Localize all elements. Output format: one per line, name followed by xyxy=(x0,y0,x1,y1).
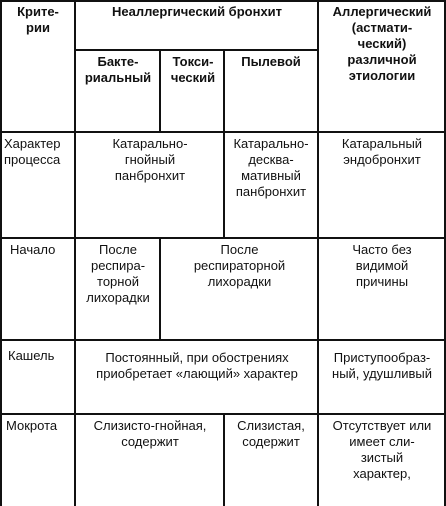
onset-allergic: Часто без видимой причины xyxy=(352,242,412,289)
header-criteria: Крите- рии xyxy=(17,4,59,35)
header-allergic-bronchitis: Аллергический (астмати- ческий) различной этиологии xyxy=(332,4,432,83)
header-dust: Пылевой xyxy=(241,54,301,69)
row-label-sputum: Мокрота xyxy=(6,418,58,433)
sputum-bacterial-toxic: Слизисто-гнойная, содержит xyxy=(93,418,207,449)
header-nonallergic-bronchitis: Неаллергический бронхит xyxy=(111,4,283,19)
sputum-dust: Слизистая, содержит xyxy=(237,418,305,449)
sputum-allergic: Отсутствует или имеет сли- зистый характер, xyxy=(332,418,432,481)
row-label-onset: Начало xyxy=(10,242,56,257)
cough-allergic: Приступообраз- ный, удушливый xyxy=(332,350,432,381)
process-bacterial-toxic: Катарально- гнойный панбронхит xyxy=(112,136,188,183)
cough-nonallergic: Постоянный, при обострениях приобретает «лающий» характер xyxy=(96,350,298,381)
header-toxic: Токси- ческий xyxy=(170,54,216,85)
row-label-process: Характер процесса xyxy=(4,136,61,167)
process-dust: Катарально- десква- мативный панбронхит xyxy=(233,136,309,199)
header-bacterial: Бакте- риальный xyxy=(84,54,152,85)
onset-toxic-dust: После респираторной лихорадки xyxy=(193,242,286,289)
row-label-cough: Кашель xyxy=(8,348,55,363)
process-allergic: Катаральный эндобронхит xyxy=(341,136,423,167)
onset-bacterial: После респира- торной лихорадки xyxy=(86,242,150,305)
